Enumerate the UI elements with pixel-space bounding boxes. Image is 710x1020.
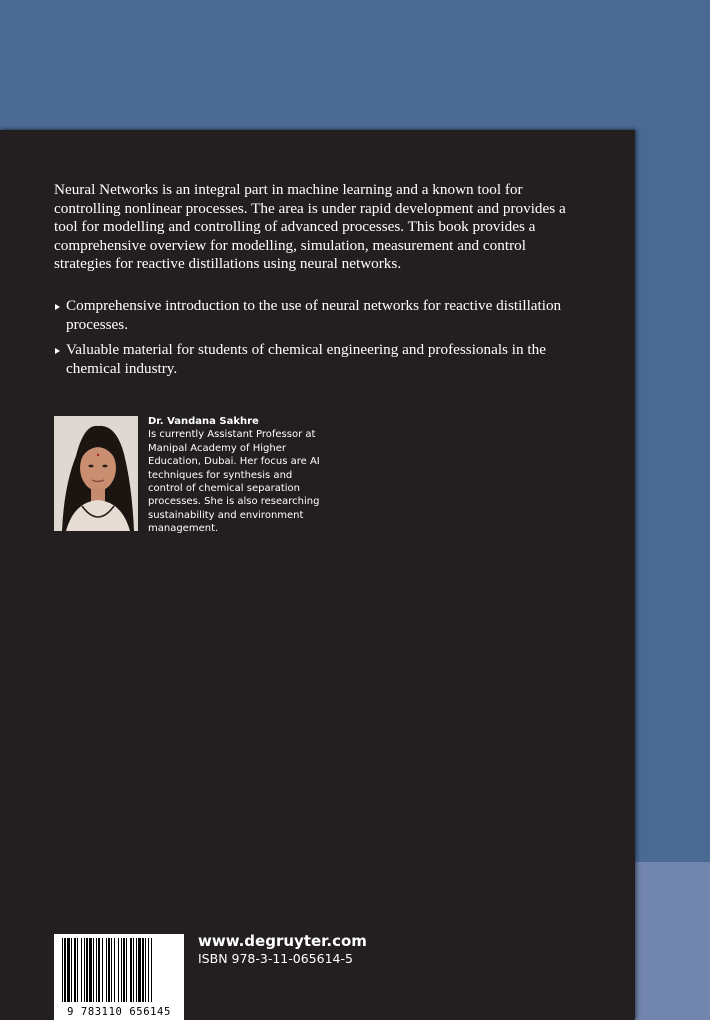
- feature-list: [54, 297, 594, 385]
- barcode-bar: [114, 938, 115, 1002]
- author-photo: [54, 416, 138, 531]
- barcode-bar: [67, 938, 70, 1002]
- barcode-bar: [111, 938, 112, 1002]
- triangle-bullet-icon: [55, 304, 60, 310]
- back-cover-panel: [0, 130, 635, 1020]
- barcode-bar: [123, 938, 125, 1002]
- barcode-bar: [121, 938, 122, 1002]
- barcode-bar: [96, 938, 97, 1002]
- author-bio-block: [148, 415, 323, 536]
- book-description: Neural Networks is an integral part in machine learning and a known tool for controlling nonlinear processes. The area is under rapid development and provides a tool for modelling and controlling of advanced processes. This book provides a comprehensive overview for modelling, simulation, measurement and control strategies for reactive distillations using neural networks.: [54, 181, 566, 272]
- barcode-bar: [106, 938, 107, 1002]
- barcode-bar: [138, 938, 141, 1002]
- barcode-bar: [136, 938, 137, 1002]
- barcode-bar: [130, 938, 132, 1002]
- barcode-bar: [89, 938, 92, 1002]
- barcode-bar: [102, 938, 103, 1002]
- author-name: Dr. Vandana Sakhre: [148, 416, 259, 427]
- barcode-bar: [118, 938, 119, 1002]
- barcode-bar: [126, 938, 127, 1002]
- triangle-bullet-icon: [55, 348, 60, 354]
- feature-item: [54, 297, 594, 334]
- barcode-bar: [74, 938, 76, 1002]
- barcode-bar: [133, 938, 134, 1002]
- isbn-barcode: [54, 934, 184, 1020]
- author-bio: Is currently Assistant Professor at Manipal Academy of Higher Education, Dubai. Her focus are AI techniques for synthesis and control of chemical separation processes. She is also researching sustainability and environment management.: [148, 429, 320, 535]
- barcode-digits: 9 783110 656145: [67, 1006, 171, 1018]
- barcode-bar: [142, 938, 144, 1002]
- barcode-bar: [98, 938, 100, 1002]
- feature-text: Comprehensive introduction to the use of neural networks for reactive distillation processes.: [66, 297, 562, 333]
- isbn-number: ISBN 978-3-11-065614-5: [198, 951, 353, 966]
- barcode-bar: [77, 938, 78, 1002]
- barcode-bar: [81, 938, 82, 1002]
- barcode-bar: [151, 938, 152, 1002]
- publisher-website[interactable]: www.degruyter.com: [198, 932, 367, 950]
- barcode-icon: [54, 934, 184, 1004]
- barcode-bar: [86, 938, 88, 1002]
- feature-item: [54, 341, 594, 378]
- barcode-bar: [145, 938, 146, 1002]
- barcode-bar: [71, 938, 72, 1002]
- barcode-bar: [84, 938, 85, 1002]
- barcode-bar: [108, 938, 110, 1002]
- barcode-bar: [93, 938, 94, 1002]
- barcode-bar: [148, 938, 149, 1002]
- feature-text: Valuable material for students of chemical engineering and professionals in the chemical industry.: [66, 341, 546, 377]
- barcode-bar: [62, 938, 63, 1002]
- barcode-bar: [64, 938, 66, 1002]
- author-portrait-icon: [54, 416, 138, 531]
